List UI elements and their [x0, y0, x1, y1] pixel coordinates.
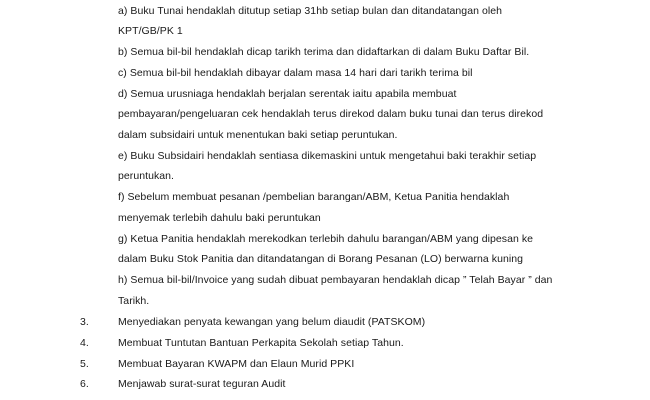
item-h-line-2: Tarikh.: [118, 295, 150, 307]
item-f-line-2: menyemak terlebih dahulu baki peruntukan: [118, 212, 321, 224]
numbered-item-4-text: Membuat Tuntutan Bantuan Perkapita Sekolah setiap Tahun.: [118, 337, 404, 349]
item-d-line-2: pembayaran/pengeluaran cek hendaklah terus direkod dalam buku tunai dan terus direkod: [118, 108, 544, 120]
item-f-line-1: f) Sebelum membuat pesanan /pembelian barangan/ABM, Ketua Panitia hendaklah: [118, 191, 510, 203]
numbered-item-3-number: 3.: [80, 316, 89, 328]
item-g-line-1: g) Ketua Panitia hendaklah merekodkan terlebih dahulu barangan/ABM yang dipesan ke: [118, 233, 534, 245]
numbered-item-4-number: 4.: [80, 337, 89, 349]
numbered-item-5-number: 5.: [80, 358, 89, 370]
numbered-item-3-text: Menyediakan penyata kewangan yang belum diaudit (PATSKOM): [118, 316, 426, 328]
numbered-item-6-text: Menjawab surat-surat teguran Audit: [118, 378, 286, 390]
item-e-line-1: e) Buku Subsidairi hendaklah sentiasa dikemaskini untuk mengetahui baki terakhir setiap: [118, 150, 537, 162]
item-d-line-1: d) Semua urusniaga hendaklah berjalan serentak iaitu apabila membuat: [118, 88, 457, 100]
item-c-line-1: c) Semua bil-bil hendaklah dibayar dalam masa 14 hari dari tarikh terima bil: [118, 67, 473, 79]
numbered-item-6-number: 6.: [80, 378, 89, 390]
item-b-line-1: b) Semua bil-bil hendaklah dicap tarikh terima dan didaftarkan di dalam Buku Daftar Bil.: [118, 46, 530, 58]
item-h-line-1: h) Semua bil-bil/Invoice yang sudah dibuat pembayaran hendaklah dicap ” Telah Bayar ” dan: [118, 274, 553, 286]
item-a-line-1: a) Buku Tunai hendaklah ditutup setiap 31hb setiap bulan dan ditandatangan oleh: [118, 5, 502, 17]
item-g-line-2: dalam Buku Stok Panitia dan ditandatangan di Borang Pesanan (LO) berwarna kuning: [118, 253, 524, 265]
item-d-line-3: dalam subsidairi untuk menentukan baki setiap peruntukan.: [118, 129, 398, 141]
item-a-line-2: KPT/GB/PK 1: [118, 25, 183, 37]
item-e-line-2: peruntukan.: [118, 170, 175, 182]
numbered-item-5-text: Membuat Bayaran KWAPM dan Elaun Murid PPKI: [118, 358, 355, 370]
